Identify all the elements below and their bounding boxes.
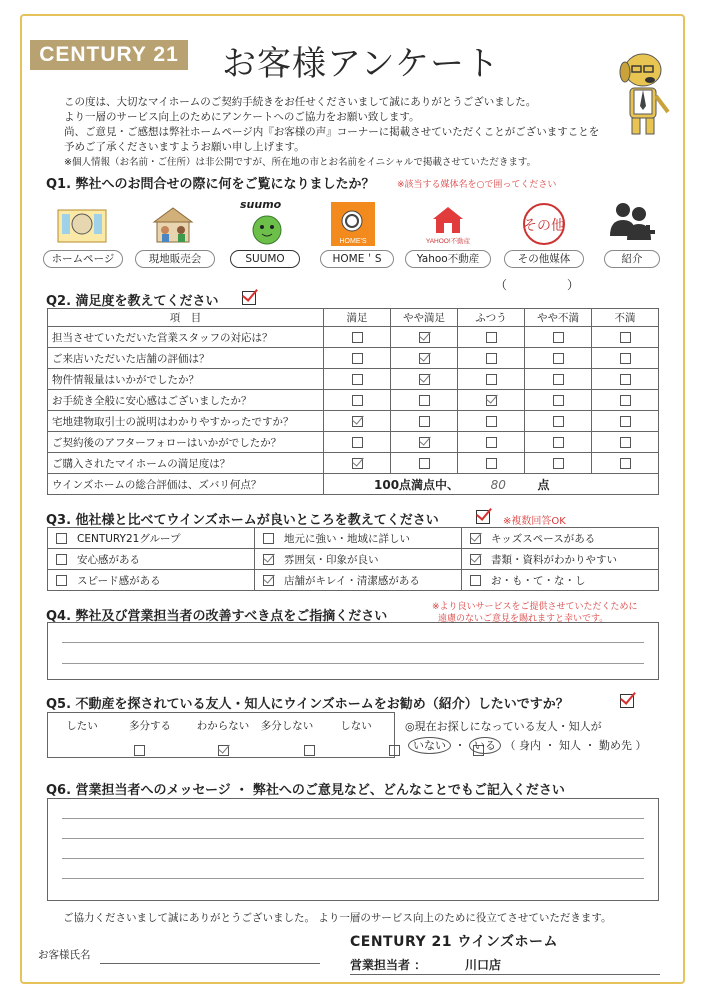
q2-checkbox[interactable]: [620, 416, 631, 427]
customer-name-line[interactable]: [100, 963, 320, 964]
q6-answer-line: [62, 858, 644, 859]
q1-option-yahoo[interactable]: Yahoo不動産: [405, 250, 491, 268]
q1-option-suumo[interactable]: SUUMO: [230, 250, 300, 268]
q5-sub-answer: [408, 737, 646, 753]
q2-col-neutral: ふつう: [458, 309, 525, 327]
q3-option-label: 書類・資料がわかりやすい: [491, 553, 617, 566]
q2-checkbox[interactable]: [553, 416, 564, 427]
other-media-stamp-text: その他: [523, 218, 565, 234]
staff-label: 営業担当者 ：: [350, 958, 427, 972]
table-row: [48, 411, 659, 432]
q3-answered-check-icon: [476, 510, 490, 524]
q3-checkbox[interactable]: [263, 533, 274, 544]
q2-checkbox[interactable]: [352, 395, 363, 406]
q2-header-row: [48, 309, 659, 327]
q5-option-label: したい: [66, 720, 98, 732]
q2-checkbox[interactable]: [553, 332, 564, 343]
q2-checkbox[interactable]: [553, 374, 564, 385]
q1-option-homes[interactable]: HOME＇S: [320, 250, 394, 268]
q2-col-item: 項 目: [48, 309, 324, 327]
privacy-note: ※個人情報（お名前・ご住所）は非公開ですが、所在地の市とお名前をイニシャルで掲載させていただきます。: [64, 157, 537, 168]
q2-checkbox[interactable]: [419, 332, 430, 343]
q4-answer-line: [62, 663, 644, 664]
q2-checkbox[interactable]: [553, 458, 564, 469]
page-title: お客様アンケート: [222, 44, 500, 84]
q2-checkbox[interactable]: [620, 353, 631, 364]
q4-note-line1: ※より良いサービスをご提供させていただくために: [432, 602, 638, 612]
q2-checkbox[interactable]: [352, 437, 363, 448]
q3-checkbox[interactable]: [56, 533, 67, 544]
q3-option-label: スピード感がある: [77, 574, 161, 587]
q2-col-somewhat-satisfied: やや満足: [391, 309, 458, 327]
q3-checkbox[interactable]: [470, 533, 481, 544]
q3-option-label: キッズスペースがある: [491, 532, 596, 545]
table-row: [48, 528, 659, 549]
q1-other-paren: （ ）: [495, 278, 580, 292]
q2-row-label: ご来店いただいた店舗の評価は？: [48, 348, 324, 369]
table-row: [48, 432, 659, 453]
q3-option-label: 安心感がある: [77, 553, 140, 566]
q2-total-prefix: 100点満点中、: [374, 477, 460, 492]
q2-checkbox[interactable]: [486, 374, 497, 385]
q2-row-label: ご購入されたマイホームの満足度は？: [48, 453, 324, 474]
q6-answer-line: [62, 818, 644, 819]
q2-checkbox[interactable]: [620, 458, 631, 469]
homepage-icon: [56, 206, 108, 246]
q2-total-score: [324, 474, 659, 495]
century21-logo: CENTURY 21: [30, 40, 188, 70]
q2-checkbox[interactable]: [553, 353, 564, 364]
q1-option-open-house[interactable]: 現地販売会: [135, 250, 215, 268]
q1-title: Q1. 弊社へのお問合せの際に何をご覧になりましたか？: [46, 177, 375, 192]
referral-people-icon: [607, 200, 657, 246]
q2-checkbox[interactable]: [620, 437, 631, 448]
q5-title: Q5. 不動産を探されている友人・知人にウインズホームをお勧め（紹介）したいですか？: [46, 697, 569, 712]
q5-separator: ・: [454, 739, 466, 752]
q2-checkbox[interactable]: [419, 416, 430, 427]
q2-total-label: ウインズホームの総合評価は、ズバリ何点？: [48, 474, 324, 495]
q6-answer-box[interactable]: [47, 798, 659, 901]
intro-line: 予めご了承くださいますようお願い申し上げます。: [64, 141, 305, 153]
q5-checkbox[interactable]: [218, 745, 229, 756]
table-row: [48, 348, 659, 369]
q3-checkbox[interactable]: [470, 554, 481, 565]
table-row: [48, 453, 659, 474]
q3-option-label: お・も・て・な・し: [491, 574, 586, 587]
q5-checkbox[interactable]: [304, 745, 315, 756]
other-media-stamp-icon: [521, 201, 567, 247]
q5-option-label: 多分しない: [260, 720, 314, 732]
q3-option-label: 雰囲気・印象が良い: [284, 553, 379, 566]
table-row: [48, 369, 659, 390]
intro-text: [64, 95, 624, 170]
q5-answered-check-icon: [620, 694, 634, 708]
q2-checkbox[interactable]: [553, 395, 564, 406]
q1-note: ※該当する媒体名を○で囲ってください: [397, 180, 557, 190]
q2-checkbox[interactable]: [620, 332, 631, 343]
q2-checkbox[interactable]: [486, 395, 497, 406]
q2-col-satisfied: 満足: [324, 309, 391, 327]
q2-checkbox[interactable]: [553, 437, 564, 448]
q2-answered-check-icon: [242, 291, 256, 305]
q2-satisfaction-table: [47, 308, 659, 495]
homes-logo-text: HOME'S: [339, 238, 367, 245]
q1-option-referral[interactable]: 紹介: [604, 250, 660, 268]
q2-checkbox[interactable]: [352, 353, 363, 364]
yahoo-realestate-icon: [423, 203, 473, 245]
q3-option-label: 地元に強い・地域に詳しい: [284, 532, 410, 545]
q3-option-label: CENTURY21グループ: [77, 532, 181, 545]
q2-row-label: 物件情報量はいかがでしたか？: [48, 369, 324, 390]
q2-checkbox[interactable]: [486, 332, 497, 343]
q2-checkbox[interactable]: [486, 416, 497, 427]
q2-checkbox[interactable]: [419, 395, 430, 406]
q4-note-line2: 遠慮のないご意見を賜れますと幸いです。: [438, 614, 609, 624]
table-row: [48, 570, 659, 591]
q3-option-label: 店舗がキレイ・清潔感がある: [284, 574, 420, 587]
q5-checkbox[interactable]: [389, 745, 400, 756]
q2-checkbox[interactable]: [419, 374, 430, 385]
q2-checkbox[interactable]: [419, 353, 430, 364]
q1-option-homepage[interactable]: ホームページ: [43, 250, 123, 268]
q5-iru-option[interactable]: いる: [469, 737, 501, 754]
q5-option-label: 多分する: [129, 720, 171, 732]
homes-logo-icon: [330, 201, 376, 247]
q3-checkbox[interactable]: [470, 575, 481, 586]
q3-checkbox[interactable]: [263, 575, 274, 586]
q4-title: Q4. 弊社及び営業担当者の改善すべき点をご指摘ください: [46, 609, 388, 624]
q2-col-dissatisfied: 不満: [592, 309, 659, 327]
q2-col-somewhat-dissatisfied: やや不満: [525, 309, 592, 327]
q4-answer-line: [62, 642, 644, 643]
suumo-logo: suumo: [240, 198, 282, 211]
q5-checkbox[interactable]: [134, 745, 145, 756]
table-row: [48, 549, 659, 570]
q3-options-table: [47, 527, 659, 591]
q2-checkbox[interactable]: [352, 416, 363, 427]
footer-thanks: ご協力くださいまして誠にありがとうございました。 より一層のサービス向上のために役立てさせていただきます。: [63, 912, 612, 924]
q2-checkbox[interactable]: [620, 395, 631, 406]
q5-option-label: わからない: [196, 720, 250, 732]
company-name: CENTURY 21 ウインズホーム: [350, 934, 559, 950]
q5-detail: （ 身内 ・ 知人 ・ 勤め先 ）: [504, 739, 647, 752]
intro-line: より一層のサービス向上のためにアンケートへのご協力をお願い致します。: [64, 111, 420, 123]
q5-sub-question: ◎現在お探しになっている友人・知人が: [405, 720, 602, 733]
table-row: [48, 327, 659, 348]
suumo-mascot-icon: [247, 212, 287, 246]
q2-checkbox[interactable]: [486, 458, 497, 469]
customer-name-label: お客様氏名: [38, 949, 91, 961]
q2-checkbox[interactable]: [352, 458, 363, 469]
q2-row-label: 担当させていただいた営業スタッフの対応は？: [48, 327, 324, 348]
q2-checkbox[interactable]: [419, 437, 430, 448]
q2-title: Q2. 満足度を教えてください: [46, 294, 219, 309]
intro-line: 尚、ご意見・ご感想は弊社ホームページ内『お客様の声』コーナーに掲載させていただくことがございますことを: [64, 126, 600, 138]
table-row: [48, 390, 659, 411]
q2-checkbox[interactable]: [352, 332, 363, 343]
intro-line: この度は、大切なマイホームのご契約手続きをお任せくださいまして誠にありがとうございました。: [64, 96, 537, 108]
staff-value: 川口店: [465, 958, 502, 972]
q4-answer-box[interactable]: [47, 622, 659, 680]
q2-checkbox[interactable]: [486, 437, 497, 448]
yahoo-logo-text: YAHOO!不動産: [425, 238, 471, 245]
q2-checkbox[interactable]: [486, 353, 497, 364]
q2-row-label: ご契約後のアフターフォローはいかがでしたか？: [48, 432, 324, 453]
q5-option-label: しない: [340, 720, 372, 732]
q2-checkbox[interactable]: [620, 374, 631, 385]
q3-checkbox[interactable]: [263, 554, 274, 565]
q2-checkbox[interactable]: [352, 374, 363, 385]
staff-underline: [350, 974, 660, 975]
q6-answer-line: [62, 878, 644, 879]
q2-total-suffix: 点: [537, 477, 550, 492]
q2-checkbox[interactable]: [419, 458, 430, 469]
q2-total-value[interactable]: 80: [490, 477, 506, 492]
house-family-icon: [148, 204, 198, 246]
q6-answer-line: [62, 838, 644, 839]
q6-title: Q6. 営業担当者へのメッセージ ・ 弊社へのご意見など、どんなことでもご記入ください: [46, 783, 565, 798]
q5-inai-option[interactable]: いない: [408, 737, 451, 754]
q3-checkbox[interactable]: [56, 554, 67, 565]
q1-option-other[interactable]: その他媒体: [504, 250, 584, 268]
q3-checkbox[interactable]: [56, 575, 67, 586]
q3-note: ※複数回答OK: [503, 516, 566, 527]
table-row: [48, 474, 659, 495]
q3-title: Q3. 他社様と比べてウインズホームが良いところを教えてください: [46, 513, 439, 528]
q2-row-label: お手続き全般に安心感はございましたか？: [48, 390, 324, 411]
q2-row-label: 宅地建物取引士の説明はわかりやすかったですか？: [48, 411, 324, 432]
